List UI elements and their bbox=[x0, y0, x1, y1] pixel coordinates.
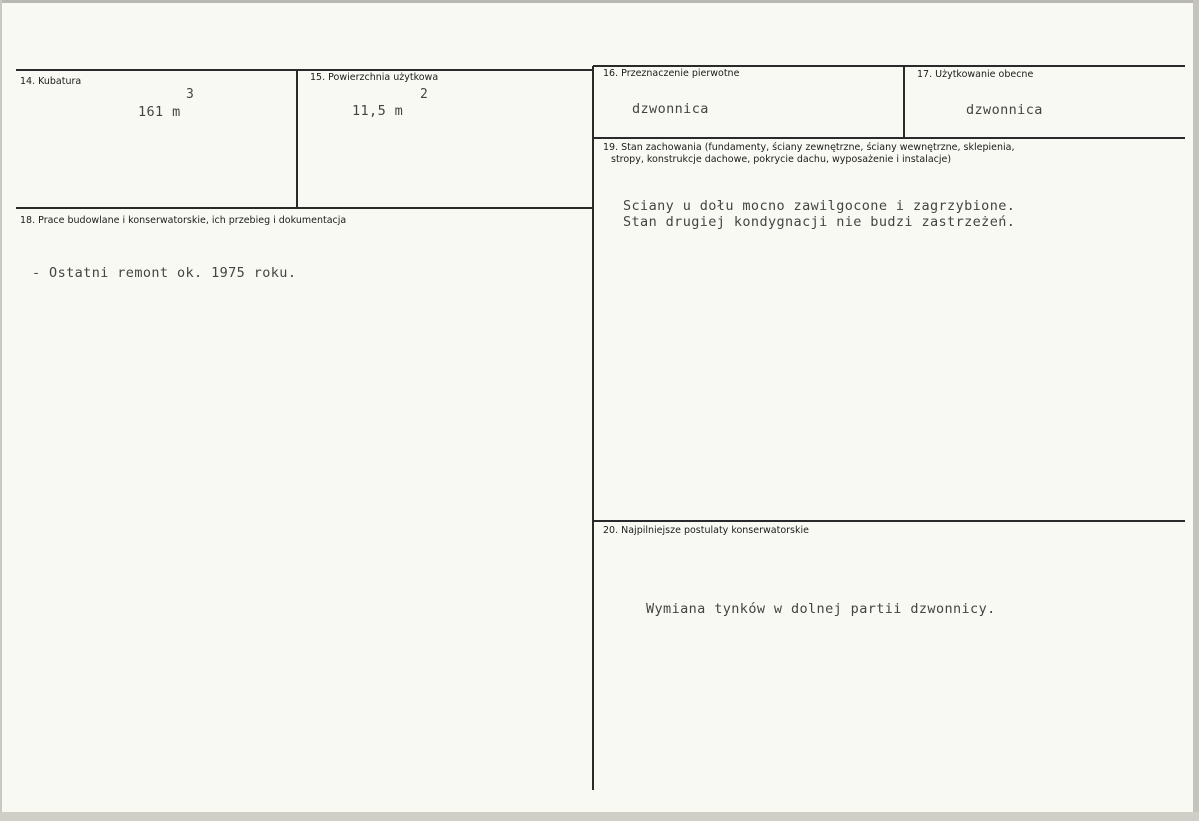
field-17-label: 17. Użytkowanie obecne bbox=[917, 69, 1034, 80]
divider-16-17 bbox=[903, 66, 905, 138]
field-20-label: 20. Najpilniejsze postulaty konserwatorskie bbox=[603, 525, 809, 536]
rule-above-18 bbox=[16, 207, 592, 209]
card-bottom-edge bbox=[0, 812, 1199, 821]
field-19-value-line2: Stan drugiej kondygnacji nie budzi zastrzeżeń. bbox=[623, 214, 1016, 230]
field-18-value: - Ostatni remont ok. 1975 roku. bbox=[32, 265, 297, 281]
field-20-value: Wymiana tynków w dolnej partii dzwonnicy. bbox=[646, 601, 996, 617]
card-left-edge bbox=[0, 0, 2, 821]
field-15-value: 11,5 m bbox=[352, 103, 404, 119]
field-16-label: 16. Przeznaczenie pierwotne bbox=[603, 68, 740, 79]
rule-above-19 bbox=[594, 137, 1185, 139]
field-14-label: 14. Kubatura bbox=[20, 76, 82, 87]
field-19-label-line2: stropy, konstrukcje dachowe, pokrycie dachu, wyposażenie i instalacje) bbox=[611, 154, 952, 165]
rule-above-20 bbox=[594, 520, 1185, 522]
field-15-exponent: 2 bbox=[420, 87, 428, 102]
card-right-edge bbox=[1193, 0, 1199, 821]
center-divider bbox=[592, 66, 594, 790]
field-17-value: dzwonnica bbox=[966, 102, 1043, 118]
field-14-exponent: 3 bbox=[186, 87, 194, 102]
field-18-label: 18. Prace budowlane i konserwatorskie, ich przebieg i dokumentacja bbox=[20, 215, 347, 226]
top-rule-right bbox=[593, 65, 1185, 67]
field-19-value-line1: Sciany u dołu mocno zawilgocone i zagrzybione. bbox=[623, 198, 1016, 214]
top-rule-left bbox=[16, 69, 593, 71]
divider-14-15 bbox=[296, 71, 298, 208]
field-16-value: dzwonnica bbox=[632, 101, 709, 117]
field-14-value: 161 m bbox=[138, 104, 181, 120]
field-19-label-line1: 19. Stan zachowania (fundamenty, ściany zewnętrzne, ściany wewnętrzne, sklepienia, bbox=[603, 142, 1015, 153]
field-15-label: 15. Powierzchnia użytkowa bbox=[310, 72, 439, 83]
card-top-edge bbox=[0, 0, 1199, 3]
